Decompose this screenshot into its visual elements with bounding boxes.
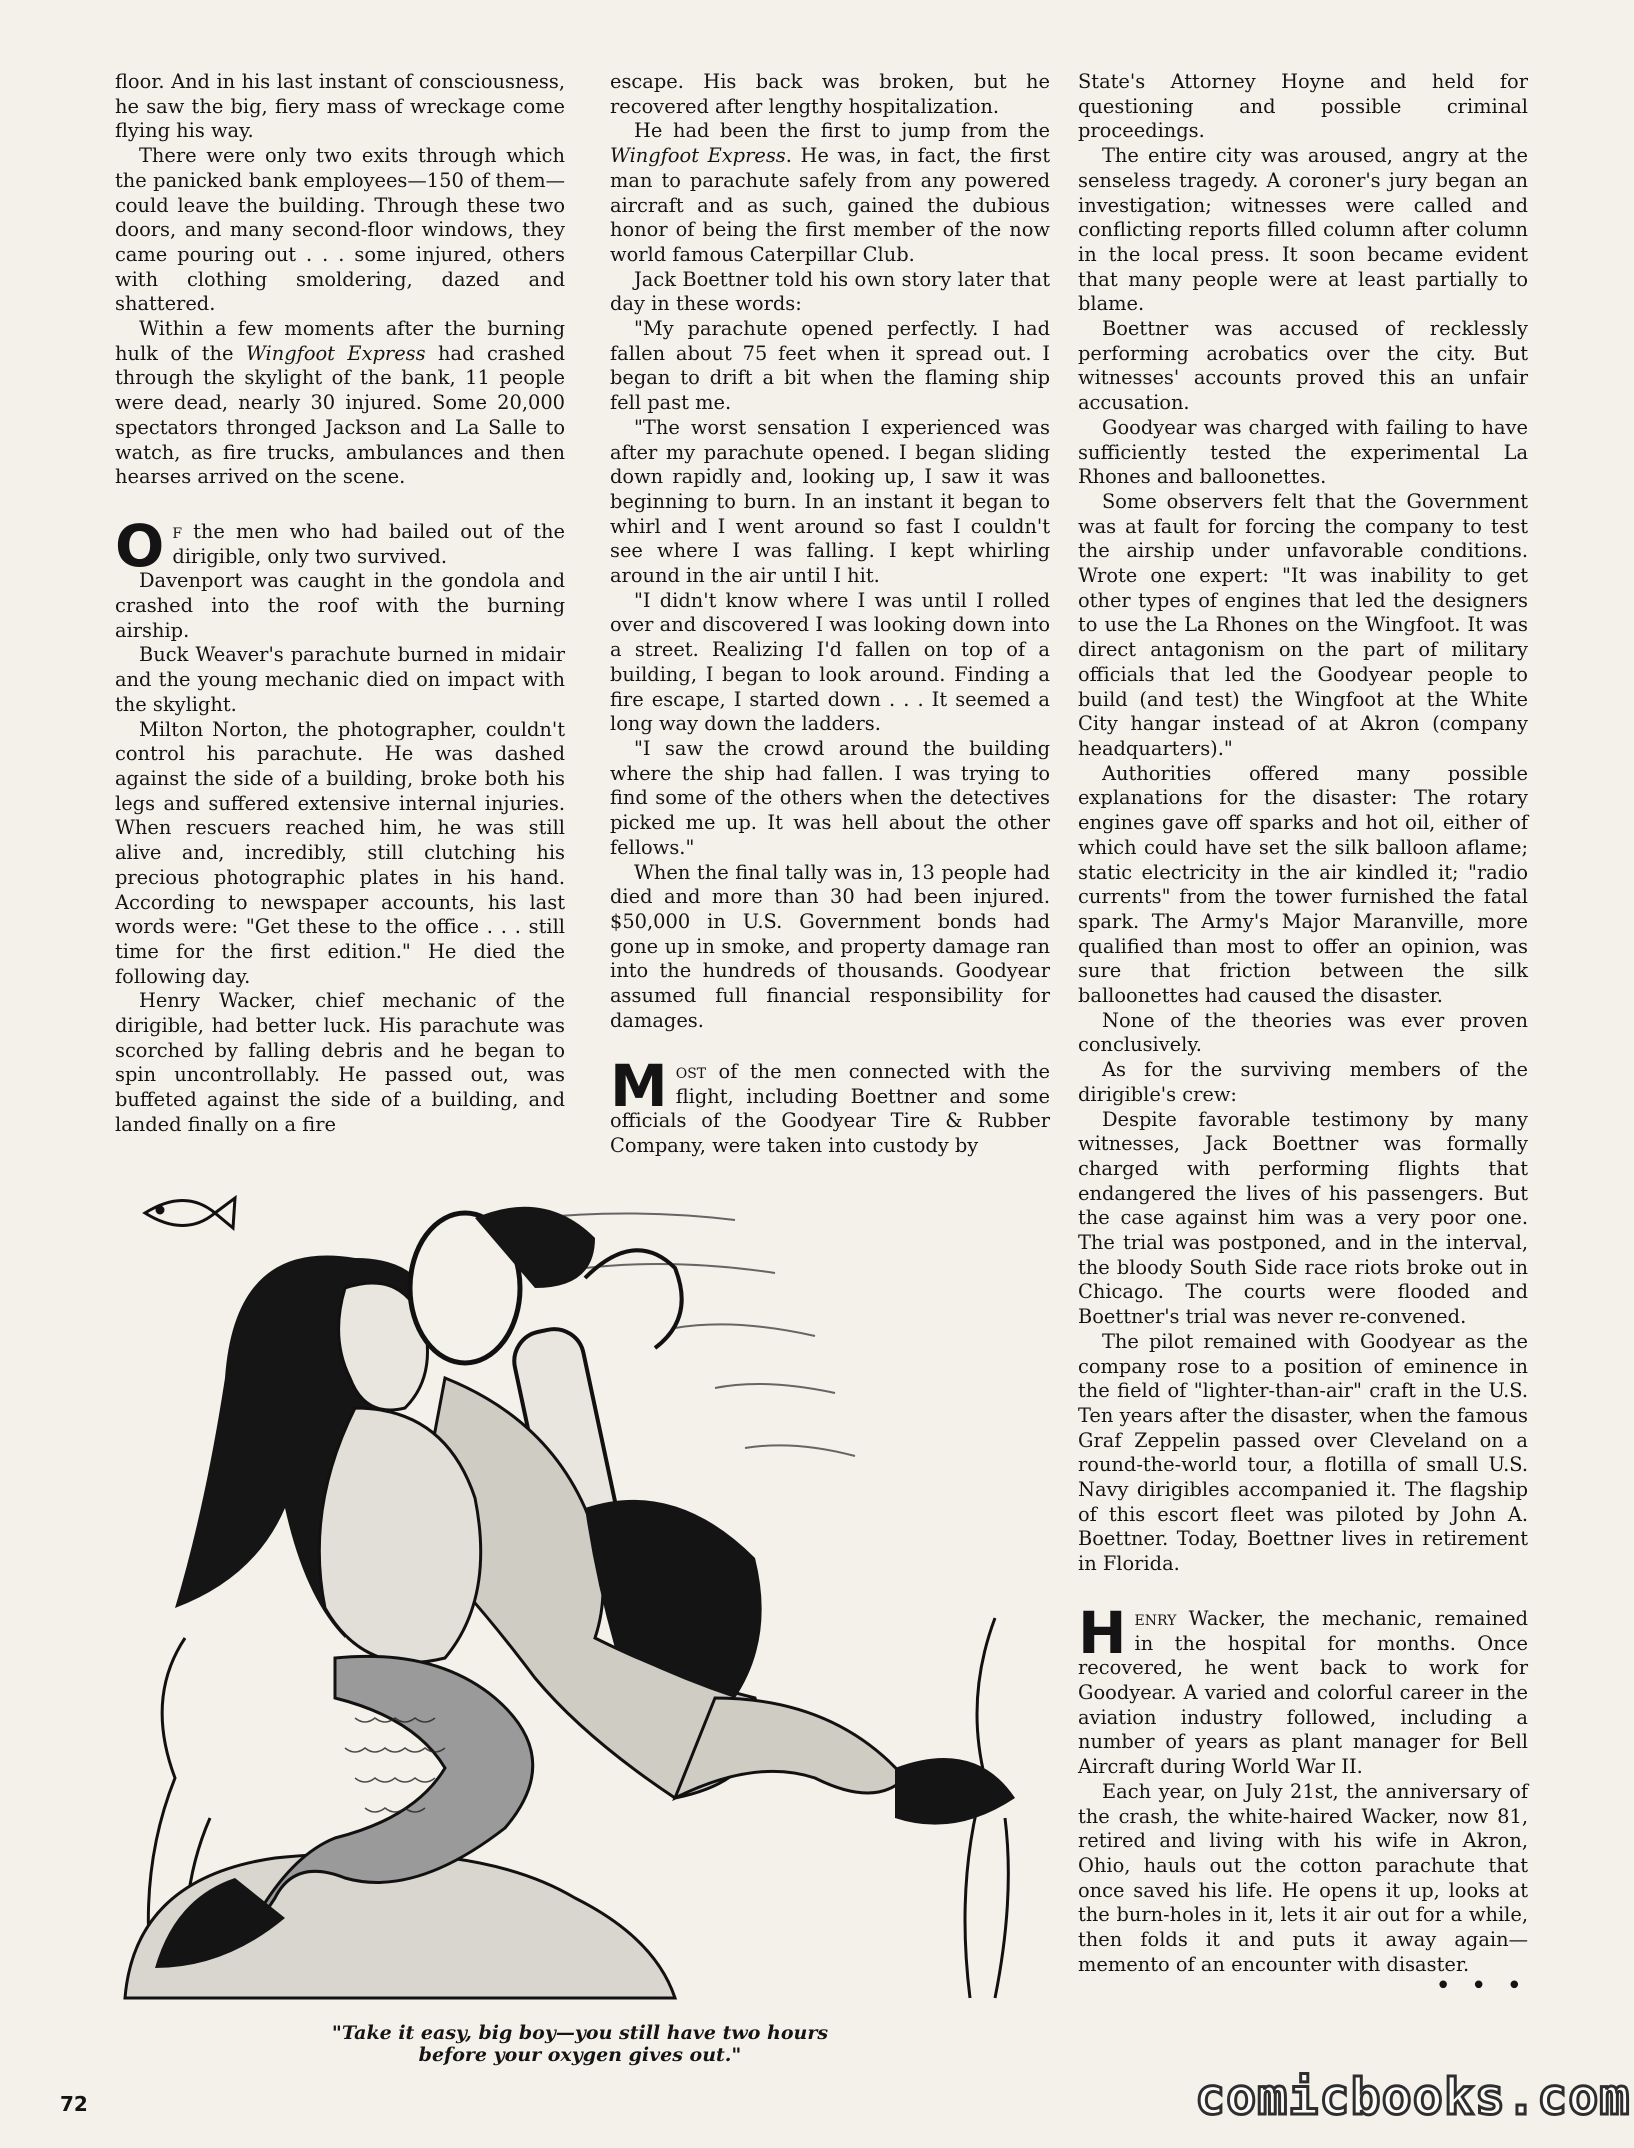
paragraph: When the final tally was in, 13 people had died and more than 30 had been injured. $50,000 in U.S. Government bonds had gone up in smoke, and property damage ran into the hundreds of thousands. Goodyear assumed full financial responsibility for damages. xyxy=(610,860,1050,1032)
paragraph: Davenport was caught in the gondola and crashed into the roof with the burning airship. xyxy=(115,569,565,642)
quote-paragraph: "The worst sensation I experienced was after my parachute opened. I began sliding down rapidly and, looking up, I saw it was beginning to burn. In an instant it began to whirl and I went around so fast I couldn't see where I was falling. I kept whirling around in the air until I hit. xyxy=(610,415,1050,588)
text-run: . He was, in fact, the first man to parachute safely from any powered aircraft and as such, gained the dubious honor of being the first member of the now world famous Caterpillar Club. xyxy=(610,144,1051,266)
watermark: comicbooks.com xyxy=(1195,2068,1631,2126)
paragraph: floor. And in his last instant of consciousness, he saw the big, fiery mass of wreckage come flying his way. xyxy=(115,70,565,143)
fish-icon xyxy=(145,1198,235,1228)
paragraph: Jack Boettner told his own story later that day in these words: xyxy=(610,267,1050,316)
paragraph: There were only two exits through which the panicked bank employees—150 of them—could leave the building. Through these two doors, and many second-floor windows, they came pouring out . . . some injured, others with clothing smoldering, dazed and shattered. xyxy=(115,144,565,316)
drop-cap: H xyxy=(1078,1598,1127,1667)
flipper xyxy=(895,1758,1015,1825)
text-run: Wacker, the mechanic, remained in the hospital for months. Once recovered, he went back to work for Goodyear. A varied and colorful career in the aviation industry followed, including a number of years as plant manager for Bell Aircraft during World War II. xyxy=(1078,1606,1528,1779)
small-caps-lead: enry xyxy=(1134,1606,1177,1630)
text-run: of the men connected with the flight, including Boettner and some officials of the Goodyear Tire & Rubber Company, were taken into custody by xyxy=(610,1060,1050,1158)
section-opening-paragraph xyxy=(610,1052,1050,1159)
ship-name: Wingfoot Express xyxy=(610,144,786,168)
paragraph: The pilot remained with Goodyear as the company rose to a position of eminence in the field of "lighter-than-air" craft in the U.S. Ten years after the disaster, when the famous Graf Zeppelin passed over Cleveland on a round-the-world tour, a flotilla of small U.S. Navy dirigibles accompanied it. The flagship of this escort fleet was piloted by John A. Boettner. Today, Boettner lives in retirement in Florida. xyxy=(1078,1329,1528,1576)
text-run: had crashed through the skylight of the bank, 11 people were dead, nearly 30 injured. Some 20,000 spectators thronged Jackson and La Salle to watch, as fire trucks, ambulances and then hearses arrived on the scene. xyxy=(115,341,566,489)
small-caps-lead: ost xyxy=(675,1060,707,1083)
paragraph: Despite favorable testimony by many witnesses, Jack Boettner was formally charged with performing flights that endangered the lives of his passengers. But the case against him was a very poor one. The trial was postponed, and in the interval, the bloody South Side race riots broke out in Chicago. The courts were flooded and Boettner's trial was never re-convened. xyxy=(1078,1107,1528,1329)
cartoon-caption xyxy=(260,2022,900,2066)
paragraph xyxy=(610,119,1050,267)
paragraph: Authorities offered many possible explanations for the disaster: The rotary engines gave off sparks and hot oil, either of which could have set the silk balloon aflame; static electricity in the air kindled it; "radio currents" from the tower furnished the fatal spark. The Army's Major Maranville, more qualified than most to offer an opinion, was sure that friction between the silk balloonettes had caused the disaster. xyxy=(1078,761,1528,1008)
drop-cap: M xyxy=(610,1052,668,1120)
paragraph: None of the theories was ever proven conclusively. xyxy=(1078,1008,1528,1057)
end-mark: • • • xyxy=(1435,1971,1528,2002)
ship-name: Wingfoot Express xyxy=(245,341,426,365)
diver-leg xyxy=(675,1698,905,1798)
paragraph: Milton Norton, the photographer, couldn't control his parachute. He was dashed against the side of a building, broke both his legs and suffered extensive internal injuries. When rescuers reached him, he was still alive and, incredibly, still clutching his precious photographic plates in his hand. According to newspaper accounts, his last words were: "Get these to the office . . . still time for the first edition." He died the following day. xyxy=(115,717,565,988)
section-opening-paragraph xyxy=(115,511,565,580)
caption-line: before your oxygen gives out." xyxy=(418,2044,742,2066)
cartoon-illustration xyxy=(115,1178,1045,2018)
paragraph: escape. His back was broken, but he recovered after lengthy hospitalization. xyxy=(610,70,1050,118)
text-run: Within a few moments after the burning hulk of the xyxy=(115,317,565,365)
article-column-3 xyxy=(1078,70,1528,2002)
paragraph xyxy=(115,317,565,490)
quote-paragraph: "I saw the crowd around the building where the ship had fallen. I was trying to find some of the others when the detectives picked me up. It was hell about the other fellows." xyxy=(610,736,1050,859)
quote-paragraph: "I didn't know where I was until I rolled over and discovered I was looking down into a street. Realizing I'd fallen on top of a building, I began to look around. Finding a fire escape, I started down . . . It seemed a long way down the ladders. xyxy=(610,588,1050,736)
paragraph: Goodyear was charged with failing to have sufficiently tested the experimental La Rhones and balloonettes. xyxy=(1078,415,1528,489)
caption-line: "Take it easy, big boy—you still have two hours xyxy=(331,2022,829,2044)
paragraph: State's Attorney Hoyne and held for questioning and possible criminal proceedings. xyxy=(1078,70,1528,143)
text-run: He had been the first to jump from the xyxy=(634,119,1050,143)
paragraph: Boettner was accused of recklessly performing acrobatics over the city. But witnesses' accounts proved this an unfair accusation. xyxy=(1078,317,1528,415)
article-column-2-lower xyxy=(610,1052,1050,1159)
small-caps-lead: f xyxy=(172,519,183,543)
section-opening-paragraph xyxy=(1078,1598,1528,1780)
quote-paragraph: "My parachute opened perfectly. I had fallen about 75 feet when it spread out. I began to drift a bit when the flaming ship fell past me. xyxy=(610,317,1050,415)
paragraph: Each year, on July 21st, the anniversary of the crash, the white-haired Wacker, now 81, retired and living with his wife in Akron, Ohio, hauls out the cotton parachute that once saved his life. He opens it up, looks at the burn-holes in it, lets it air out for a while, then folds it and puts it away again—memento of an encounter with disaster. xyxy=(1078,1779,1528,1976)
text-run: the men who had bailed out of the dirigible, only two survived. xyxy=(172,519,565,568)
paragraph: The entire city was aroused, angry at the senseless tragedy. A coroner's jury began an investigation; witnesses were called and conflicting reports filled column after column in the local press. It soon became evident that many people were at least partially to blame. xyxy=(1078,144,1528,316)
article-column-2 xyxy=(610,70,1050,1033)
paragraph: Buck Weaver's parachute burned in midair and the young mechanic died on impact with the skylight. xyxy=(115,643,565,716)
paragraph: Henry Wacker, chief mechanic of the dirigible, had better luck. His parachute was scorched by falling debris and he began to spin uncontrollably. He passed out, was buffeted against the side of a building, and landed finally on a fire xyxy=(115,989,565,1136)
paragraph: Some observers felt that the Government was at fault for forcing the company to test the airship under unfavorable conditions. Wrote one expert: "It was inability to get other types of engines that led the designers to use the La Rhones on the Wingfoot. It was direct antagonism on the part of military officials that led the Goodyear people to build (and test) the Wingfoot at the White City hangar instead of at Akron (company headquarters)." xyxy=(1078,489,1528,760)
page-number: 72 xyxy=(60,2092,88,2116)
drop-cap: O xyxy=(115,511,165,580)
paragraph: As for the surviving members of the dirigible's crew: xyxy=(1078,1058,1528,1106)
article-column-1 xyxy=(115,70,565,1138)
